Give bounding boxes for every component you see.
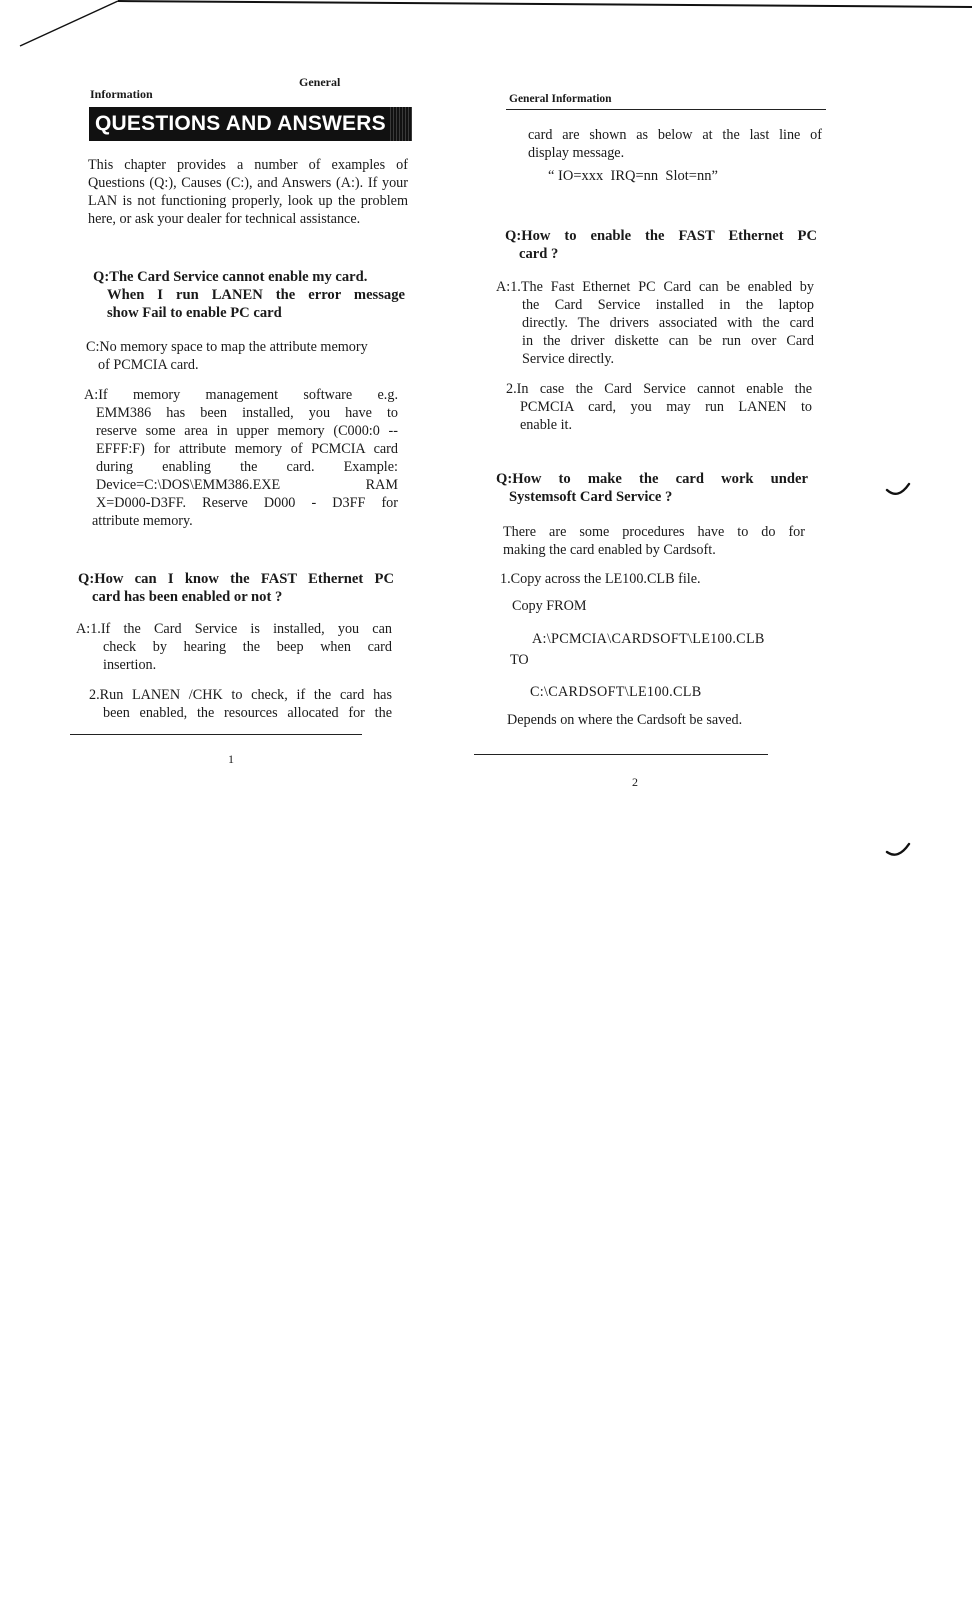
answer-2-line: A:1.If the Card Service is installed, you can (76, 621, 392, 637)
depends-note: Depends on where the Cardsoft be saved. (507, 712, 743, 728)
left-footer-rule (70, 734, 362, 735)
answer-2-line: check by hearing the beep when card (103, 639, 392, 655)
from-path: A:\PCMCIA\CARDSOFT\LE100.CLB (532, 631, 765, 647)
procedure-intro (503, 523, 805, 559)
to-path: C:\CARDSOFT\LE100.CLB (530, 684, 702, 700)
continuation (528, 126, 822, 162)
answer-1-line: EFFF:F) for attribute memory of PCMCIA card (96, 441, 398, 457)
right-footer-rule (474, 754, 768, 755)
cause-1 (86, 338, 406, 374)
question-2-line: Q:How can I know the FAST Ethernet PC (78, 571, 394, 587)
question-4 (496, 470, 808, 506)
right-page-number: 2 (632, 775, 638, 789)
scan-top-edge (0, 0, 972, 60)
question-4-line: Systemsoft Card Service ? (509, 489, 673, 505)
scan-mark-icon (884, 838, 914, 868)
right-header-rule (506, 109, 826, 110)
copy-from-label: Copy FROM (512, 598, 587, 614)
answer-2-part-1 (76, 620, 392, 674)
question-2 (78, 570, 394, 606)
answer-3-part-2 (506, 380, 812, 434)
answer-2-line: 2.Run LANEN /CHK to check, if the card has (89, 687, 392, 703)
step-1: 1.Copy across the LE100.CLB file. (500, 571, 701, 587)
to-label: TO (510, 652, 529, 668)
continuation-line: card are shown as below at the last line of (528, 127, 822, 143)
question-2-line: card has been enabled or not ? (92, 589, 283, 605)
scan-mark-icon (884, 478, 914, 508)
answer-1 (84, 386, 398, 530)
question-3-line: Q:How to enable the FAST Ethernet PC (505, 228, 817, 244)
procedure-line: There are some procedures have to do for (503, 524, 805, 540)
answer-3-part-1 (496, 278, 814, 368)
question-1-line: show Fail to enable PC card (107, 305, 282, 321)
cause-1-line: C:No memory space to map the attribute memory (86, 339, 368, 355)
answer-1-line: EMM386 has been installed, you have to (96, 405, 398, 421)
right-header: General Information (509, 93, 612, 105)
answer-3-line: PCMCIA card, you may run LANEN to (520, 399, 812, 415)
banner-title: QUESTIONS AND ANSWERS (95, 112, 386, 135)
answer-3-line: in the driver diskette can be run over Card (522, 333, 814, 349)
section-banner (89, 107, 412, 141)
header-general: General (299, 75, 341, 89)
answer-3-line: A:1.The Fast Ethernet PC Card can be enabled by (496, 279, 814, 295)
answer-3-line: Service directly. (522, 351, 615, 367)
question-1-line: When I run LANEN the error message (107, 287, 405, 303)
answer-2-line: been enabled, the resources allocated for the (103, 705, 392, 721)
answer-2-line: insertion. (103, 657, 157, 673)
continuation-line: display message. (528, 145, 625, 161)
answer-3-line: directly. The drivers associated with the card (522, 315, 814, 331)
intro-paragraph: This chapter provides a number of examples of Questions (Q:), Causes (C:), and Answers (A:). If your LAN is not functioning properly, look up the problem here, or ask your dealer for technical assistance. (88, 157, 408, 227)
answer-1-line: A:If memory management software e.g. (84, 387, 398, 403)
answer-1-line: reserve some area in upper memory (C000:0 -- (96, 423, 398, 439)
question-1-line: Q:The Card Service cannot enable my card. (93, 269, 368, 285)
answer-3-line: 2.In case the Card Service cannot enable the (506, 381, 812, 397)
answer-1-line: X=D000-D3FF. Reserve D000 - D3FF for (96, 495, 398, 511)
answer-3-line: enable it. (520, 417, 572, 433)
answer-1-line: Device=C:\DOS\EMM386.EXE RAM (96, 477, 398, 493)
question-3 (505, 227, 817, 263)
question-1 (93, 268, 405, 322)
answer-3-line: the Card Service installed in the laptop (522, 297, 814, 313)
cause-1-line: of PCMCIA card. (98, 357, 199, 373)
question-4-line: Q:How to make the card work under (496, 471, 808, 487)
header-information: Information (90, 87, 153, 101)
display-message: “ IO=xxx IRQ=nn Slot=nn” (548, 168, 718, 184)
procedure-line: making the card enabled by Cardsoft. (503, 542, 716, 558)
answer-1-line: during enabling the card. Example: (96, 459, 398, 475)
question-3-line: card ? (519, 246, 559, 262)
answer-1-line: attribute memory. (92, 513, 193, 529)
answer-2-part-2 (89, 686, 392, 722)
left-page-number: 1 (228, 752, 234, 766)
